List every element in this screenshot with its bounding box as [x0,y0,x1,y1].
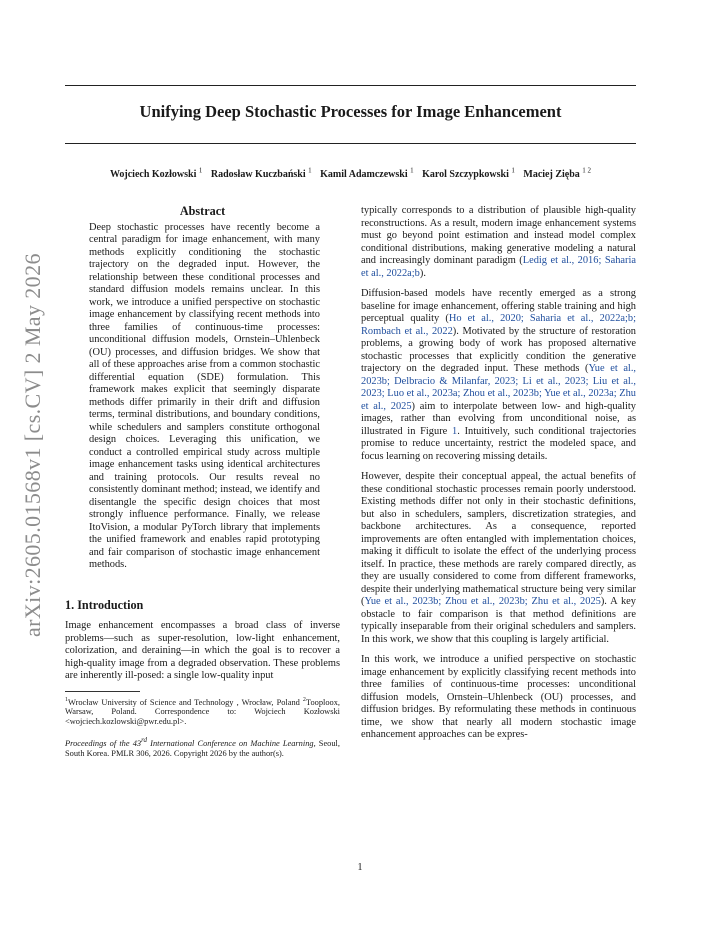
page-number: 1 [357,862,363,873]
intro-paragraph: Image enhancement encompasses a broad class of inverse problems—such as super-resolution, low-light enhancement, colorization, and deraining—in which the goal is to recover a high-quality image from a degraded observation. These problems are inherently ill-posed: a single low-quality input [65,620,340,681]
left-column [65,205,340,767]
author-list [65,167,636,180]
citation-link[interactable]: Yue et al., 2023b; Delbracio & Milanfar, 2023; Li et al., 2023; Liu et al., 2023; Luo et al., 2023a; Zhou et al., 2023b; Yue et al., 2023a; Zhu et al., 2025 [361,363,637,412]
figure-reference-link[interactable]: 1 [452,425,458,437]
author [320,169,414,180]
affiliation-footnote [65,695,340,728]
proceedings-note [65,735,340,759]
section-heading-introduction: 1. Introduction [65,597,144,612]
author-name: Kamil Adamczewski [320,169,408,181]
author-affiliation-mark: 1 2 [582,167,592,175]
paper-title: Unifying Deep Stochastic Processes for Image Enhancement [139,102,562,121]
footnote-rule [65,691,140,692]
right-column [361,205,636,750]
proceedings-prefix: Proceedings of the 43 [65,739,142,749]
footnote-mark: 1 [65,696,68,703]
paragraph-text: However, despite their conceptual appeal, the actual benefits of these conditional stochastic processes remain poorly understood. Existing methods differ not only in their stochastic definitions, but also in schedulers, samplers, discretization strategies, and backbone architectures. As a consequence, reported improvements are often entangled with implementation choices, making it difficult to isolate the effect of the underlying process itself. In practice, these methods are rarely compared directly, as they are usually considered to come from different frameworks, despite their underlying mathematical structure being very similar ( [361,471,636,607]
paragraph-text: Diffusion-based models have recently emerged as a strong baseline for image enhancement, offering stable training and high perceptual quality ( [361,288,636,324]
author [211,169,312,180]
body-paragraph: In this work, we introduce a unified perspective on stochastic image enhancement by explicitly classifying recent methods into three families of continuous-time processes: unconditional diffusion models, Ornstein–Uhlenbeck (OU) processes, and diffusion bridges. By reformulating these methods in continuous time, we show that nearly all modern stochastic image enhancement approaches can be expres- [361,654,636,740]
author [422,169,515,180]
paragraph-text: ). [419,267,426,279]
author-affiliation-mark: 1 [308,167,312,175]
paragraph-text: ). A key obstacle to fair comparison is that method definitions are typically inseparable from their original schedulers and samplers. In this work, we show that this coupling is largely artificial. [361,596,636,645]
author-affiliation-mark: 1 [410,167,414,175]
title-rule-top [65,85,636,86]
paragraph-text: . Intuitively, such conditional trajectories promise to reduce uncertainty, restrict the modeled space, and focus learning on recovering missing details. [361,425,636,462]
author-name: Maciej Zięba [523,169,580,181]
citation-link[interactable]: Ho et al., 2020; Saharia et al., 2022a;b; Rombach et al., 2022 [361,313,636,337]
paragraph-text: ) aim to interpolate between low- and high-quality images, rather than evolving from unconditional noise, as illustrated in Figure [361,400,636,437]
citation-link[interactable]: Ledig et al., 2016; Saharia et al., 2022a;b [361,255,636,279]
author-name: Wojciech Kozłowski [109,169,197,181]
arxiv-identifier-stamp: arXiv:2605.01568v1 [cs.CV] 2 May 2026 [20,253,45,637]
author [523,169,591,180]
author-affiliation-mark: 1 [198,167,203,175]
footnote-mark: 2 [302,696,306,703]
body-paragraph [361,471,636,646]
proceedings-ordinal: rd [141,736,148,745]
body-paragraph [361,205,636,280]
title-rule-bottom [65,143,636,144]
paragraph-text: typically corresponds to a distribution of plausible high-quality reconstructions. As a result, modern image enhancement systems must go beyond point estimation and instead model complex conditional distributions, making generative modeling a natural and increasingly dominant paradigm ( [361,205,636,266]
author-affiliation-mark: 1 [511,167,515,175]
body-paragraph [361,288,636,463]
correspondence-text: Tooploox, Warsaw, Poland. Correspondence to: Wojciech Kozłowski <wojciech.kozlowski@pwr.edu.pl>. [65,697,340,727]
proceedings-details: , Seoul, South Korea. PMLR 306, 2026. Copyright 2026 by the author(s). [65,739,340,759]
paragraph-text: ). Motivated by the structure of restoration problems, a growing body of work has proposed alternative stochastic processes that explicitly condition the generative trajectory on the degraded input. These methods ( [361,325,636,374]
affiliation-text: Wrocław University of Science and Technology , Wrocław, Poland [68,697,303,707]
citation-link[interactable]: Yue et al., 2023b; Zhou et al., 2023b; Zhu et al., 2025 [364,596,601,607]
author-name: Karol Szczypkowski [422,169,509,181]
author-name: Radosław Kuczbański [210,169,306,181]
abstract-heading: Abstract [179,204,226,218]
proceedings-conference: International Conference on Machine Learning [147,739,314,749]
abstract-body: Deep stochastic processes have recently become a central paradigm for image enhancement, with many methods explicitly conditioning the stochastic trajectory on the degraded input. However, the relationship between these conditional processes and standard diffusion models remains unclear. In this work, we introduce a unified perspective on stochastic image enhancement by classifying recent methods into three families of continuous-time processes: unconditional diffusion models, Ornstein–Uhlenbeck (OU) processes, and diffusion bridges. We show that all of these approaches arise from a common stochastic differential equation (SDE) formulation. This framework makes explicit that seemingly disparate methods differ primarily in their drift and diffusion terms, terminal distributions, and boundary conditions, while schedulers and samplers constitute orthogonal design choices. Leveraging this unification, we conduct a controlled empirical study across multiple image enhancement tasks using identical architectures and training protocols. Our results reveal no consistently dominant method; instead, we identify and disentangle the specific design choices that most strongly influence performance. Finally, we release ItoVision, a modular PyTorch library that implements the unified framework and enables rapid prototyping and fair comparison of stochastic image enhancement methods. [89,221,320,570]
author [110,169,202,180]
